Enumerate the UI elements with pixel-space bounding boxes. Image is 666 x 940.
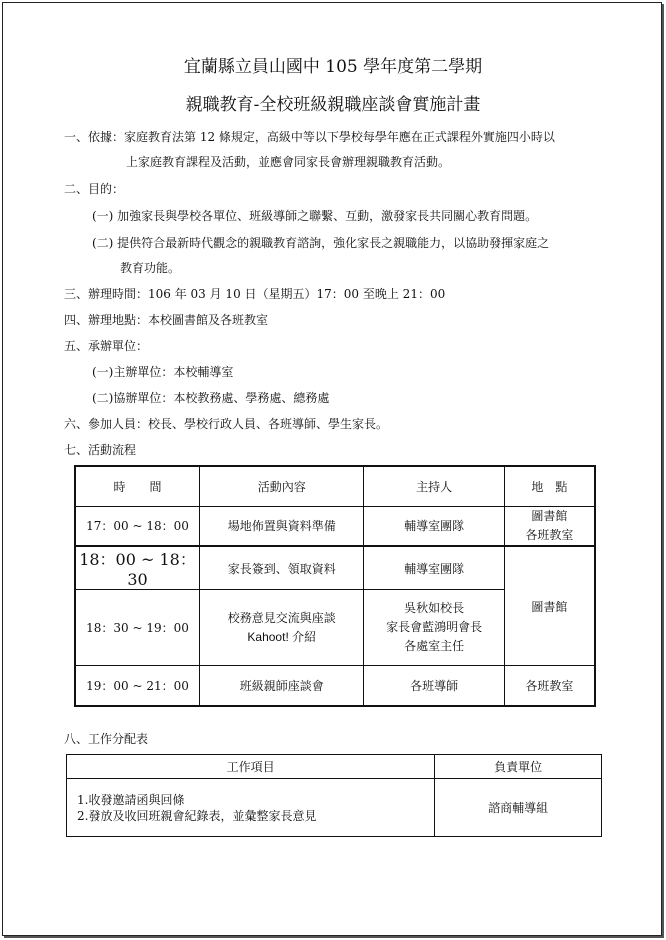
basis-line-1: 一、依據：家庭教育法第 12 條規定，高級中等以下學校每學年應在正式課程外實施四小時以	[64, 130, 555, 144]
content-line: 校務意見交流與座談	[227, 610, 336, 625]
flow-header-row	[75, 466, 595, 506]
event-time: 三、辦理時間：106 年 03 月 10 日（星期五）17：00 至晚上 21：00	[64, 287, 446, 301]
header-host: 主持人	[364, 466, 504, 506]
row-host: 各班導師	[364, 666, 504, 706]
row-place: 圖書館	[504, 546, 595, 666]
flow-heading: 七、活動流程	[64, 443, 137, 457]
row-place: 各班教室	[504, 666, 595, 706]
row-content: 班級親師座談會	[200, 666, 364, 706]
table-row	[75, 506, 595, 546]
organizer-co: (二)協辦單位：本校教務處、學務處、總務處	[92, 391, 330, 405]
header-responsible-unit: 負責單位	[435, 755, 602, 779]
header-time: 時 間	[75, 466, 200, 506]
document-title: 宜蘭縣立員山國中 105 學年度第二學期	[183, 57, 483, 77]
document-subtitle: 親職教育-全校班級親職座談會實施計畫	[185, 95, 481, 115]
row-host	[364, 590, 504, 666]
row-content: 家長簽到、領取資料	[200, 546, 364, 590]
activity-flow-table	[74, 465, 596, 707]
basis-line-2: 上家庭教育課程及活動，並應會同家長會辦理親職教育活動。	[126, 155, 451, 169]
row-place	[504, 506, 595, 546]
work-heading: 八、工作分配表	[64, 732, 149, 746]
organizer-heading: 五、承辦單位：	[64, 339, 149, 353]
row-content: 場地佈置與資料準備	[200, 506, 364, 546]
row-time: 18：00 ~ 18：30	[75, 546, 200, 590]
place-line: 圖書館	[531, 508, 568, 523]
purpose-item-1: (一) 加強家長與學校各單位、班級導師之聯繫、互動，激發家長共同關心教育問題。	[92, 209, 538, 223]
participants: 六、參加人員：校長、學校行政人員、各班導師、學生家長。	[64, 417, 389, 431]
host-line: 各處室主任	[404, 639, 465, 653]
row-time: 19：00 ~ 21：00	[75, 666, 200, 706]
purpose-item-2-line-2: 教育功能。	[120, 261, 181, 275]
header-content: 活動內容	[200, 466, 364, 506]
work-assignment-table	[66, 754, 602, 837]
host-line: 吳秋如校長	[404, 601, 465, 615]
row-host: 輔導室團隊	[364, 506, 504, 546]
place-line: 各班教室	[525, 527, 574, 542]
content-line: Kahoot! 介紹	[247, 629, 317, 644]
table-row	[75, 666, 595, 706]
row-time: 18：30 ~ 19：00	[75, 590, 200, 666]
row-time: 17：00 ~ 18：00	[75, 506, 200, 546]
header-work-item: 工作項目	[67, 755, 435, 779]
purpose-item-2-line-1: (二) 提供符合最新時代觀念的親職教育諮詢，強化家長之親職能力，以協助發揮家庭之	[92, 236, 550, 250]
work-items	[67, 779, 435, 837]
purpose-heading: 二、目的：	[64, 182, 125, 196]
event-place: 四、辦理地點：本校圖書館及各班教室	[64, 313, 269, 327]
row-host: 輔導室團隊	[364, 546, 504, 590]
work-item: 1.收發邀請函與回條	[77, 792, 185, 807]
work-header-row	[67, 755, 602, 779]
host-line: 家長會藍鴻明會長	[386, 620, 483, 634]
table-row	[75, 546, 595, 590]
header-place: 地 點	[504, 466, 595, 506]
row-content	[200, 590, 364, 666]
organizer-main: (一)主辦單位：本校輔導室	[92, 365, 234, 379]
work-item: 2.發放及收回班親會紀錄表，並彙整家長意見	[77, 808, 317, 823]
table-row	[67, 779, 602, 837]
responsible-unit: 諮商輔導組	[435, 779, 602, 837]
